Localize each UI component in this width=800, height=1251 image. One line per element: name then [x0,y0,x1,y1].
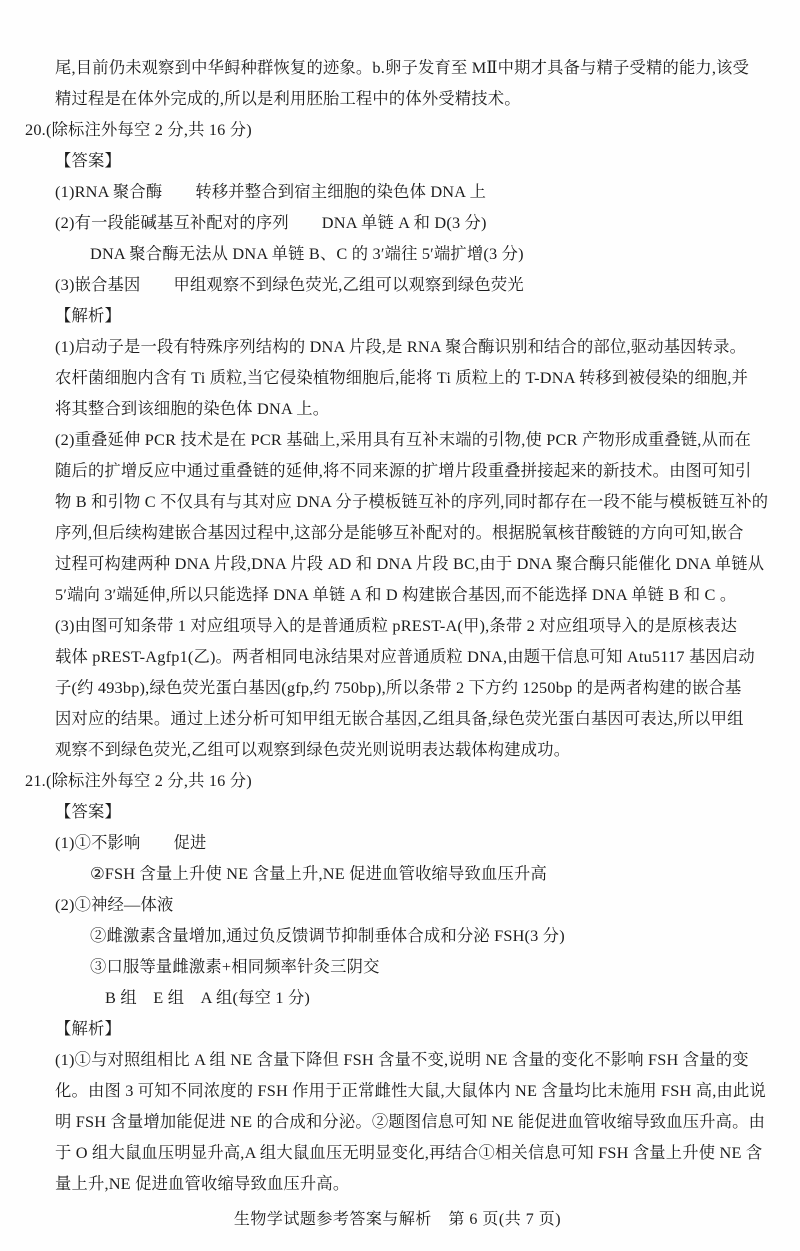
text-line: 将其整合到该细胞的染色体 DNA 上。 [55,399,330,418]
text-line: 尾,目前仍未观察到中华鲟种群恢复的迹象。b.卵子发育至 MⅡ中期才具备与精子受精的能力,该受 [55,58,750,77]
text-line: 【解析】 [55,1019,121,1038]
text-line: 化。由图 3 可知不同浓度的 FSH 作用于正常雌性大鼠,大鼠体内 NE 含量均比未施用 FSH 高,由此说 [55,1081,766,1100]
text-line: 明 FSH 含量增加能促进 NE 的合成和分泌。②题图信息可知 NE 能促进血管收缩导致血压升高。由 [55,1112,766,1131]
text-line: 20.(除标注外每空 2 分,共 16 分) [25,120,252,139]
text-line: 【答案】 [55,802,121,821]
text-line: (1)①不影响 促进 [55,833,207,852]
text-line: (2)有一段能碱基互补配对的序列 DNA 单链 A 和 D(3 分) [55,213,487,232]
text-line: B 组 E 组 A 组(每空 1 分) [105,988,311,1007]
text-line: DNA 聚合酶无法从 DNA 单链 B、C 的 3′端往 5′端扩增(3 分) [90,244,524,263]
text-line: 【答案】 [55,151,121,170]
text-line: (1)①与对照组相比 A 组 NE 含量下降但 FSH 含量不变,说明 NE 含量的变化不影响 FSH 含量的变 [55,1050,749,1069]
document-text-block [25,52,770,1199]
text-line: 序列,但后续构建嵌合基因过程中,这部分是能够互补配对的。根据脱氧核苷酸链的方向可知,嵌合 [55,523,744,542]
text-line: (3)嵌合基因 甲组观察不到绿色荧光,乙组可以观察到绿色荧光 [55,275,524,294]
text-line: 21.(除标注外每空 2 分,共 16 分) [25,771,252,790]
text-line: (2)重叠延伸 PCR 技术是在 PCR 基础上,采用具有互补末端的引物,使 PCR 产物形成重叠链,从而在 [55,430,752,449]
text-line: 过程可构建两种 DNA 片段,DNA 片段 AD 和 DNA 片段 BC,由于 DNA 聚合酶只能催化 DNA 单链从 [55,554,765,573]
text-line: 【解析】 [55,306,121,325]
page-footer: 生物学试题参考答案与解析 第 6 页(共 7 页) [233,1211,562,1228]
text-line: (1)RNA 聚合酶 转移并整合到宿主细胞的染色体 DNA 上 [55,182,487,201]
text-line: 农杆菌细胞内含有 Ti 质粒,当它侵染植物细胞后,能将 Ti 质粒上的 T-DNA 转移到被侵染的细胞,并 [55,368,749,387]
text-line: 于 O 组大鼠血压明显升高,A 组大鼠血压无明显变化,再结合①相关信息可知 FSH 含量上升使 NE 含 [55,1143,763,1162]
text-line: ②雌激素含量增加,通过负反馈调节抑制垂体合成和分泌 FSH(3 分) [90,926,565,945]
text-line: 子(约 493bp),绿色荧光蛋白基因(gfp,约 750bp),所以条带 2 下方约 1250bp 的是两者构建的嵌合基 [55,678,742,697]
text-line: (3)由图可知条带 1 对应组项导入的是普通质粒 pREST-A(甲),条带 2 对应组项导入的是原核表达 [55,616,738,635]
text-line: 因对应的结果。通过上述分析可知甲组无嵌合基因,乙组具备,绿色荧光蛋白基因可表达,所以甲组 [55,709,744,728]
text-line: 随后的扩增反应中通过重叠链的延伸,将不同来源的扩增片段重叠拼接起来的新技术。由图可知引 [55,461,752,480]
text-line: (2)①神经—体液 [55,895,174,914]
text-line: 观察不到绿色荧光,乙组可以观察到绿色荧光则说明表达载体构建成功。 [55,740,571,759]
text-line: 载体 pREST-Agfp1(乙)。两者相同电泳结果对应普通质粒 DNA,由题干信息可知 Atu5117 基因启动 [55,647,755,666]
text-line: 量上升,NE 促进血管收缩导致血压升高。 [55,1174,350,1193]
text-line: 物 B 和引物 C 不仅具有与其对应 DNA 分子模板链互补的序列,同时都存在一段不能与模板链互补的 [55,492,769,511]
text-line: 5′端向 3′端延伸,所以只能选择 DNA 单链 A 和 D 构建嵌合基因,而不能选择 DNA 单链 B 和 C 。 [55,585,737,604]
text-line: (1)启动子是一段有特殊序列结构的 DNA 片段,是 RNA 聚合酶识别和结合的部位,驱动基因转录。 [55,337,747,356]
text-line: ③口服等量雌激素+相同频率针灸三阴交 [90,957,380,976]
text-line: 精过程是在体外完成的,所以是利用胚胎工程中的体外受精技术。 [55,89,521,108]
text-line: ②FSH 含量上升使 NE 含量上升,NE 促进血管收缩导致血压升高 [90,864,547,883]
